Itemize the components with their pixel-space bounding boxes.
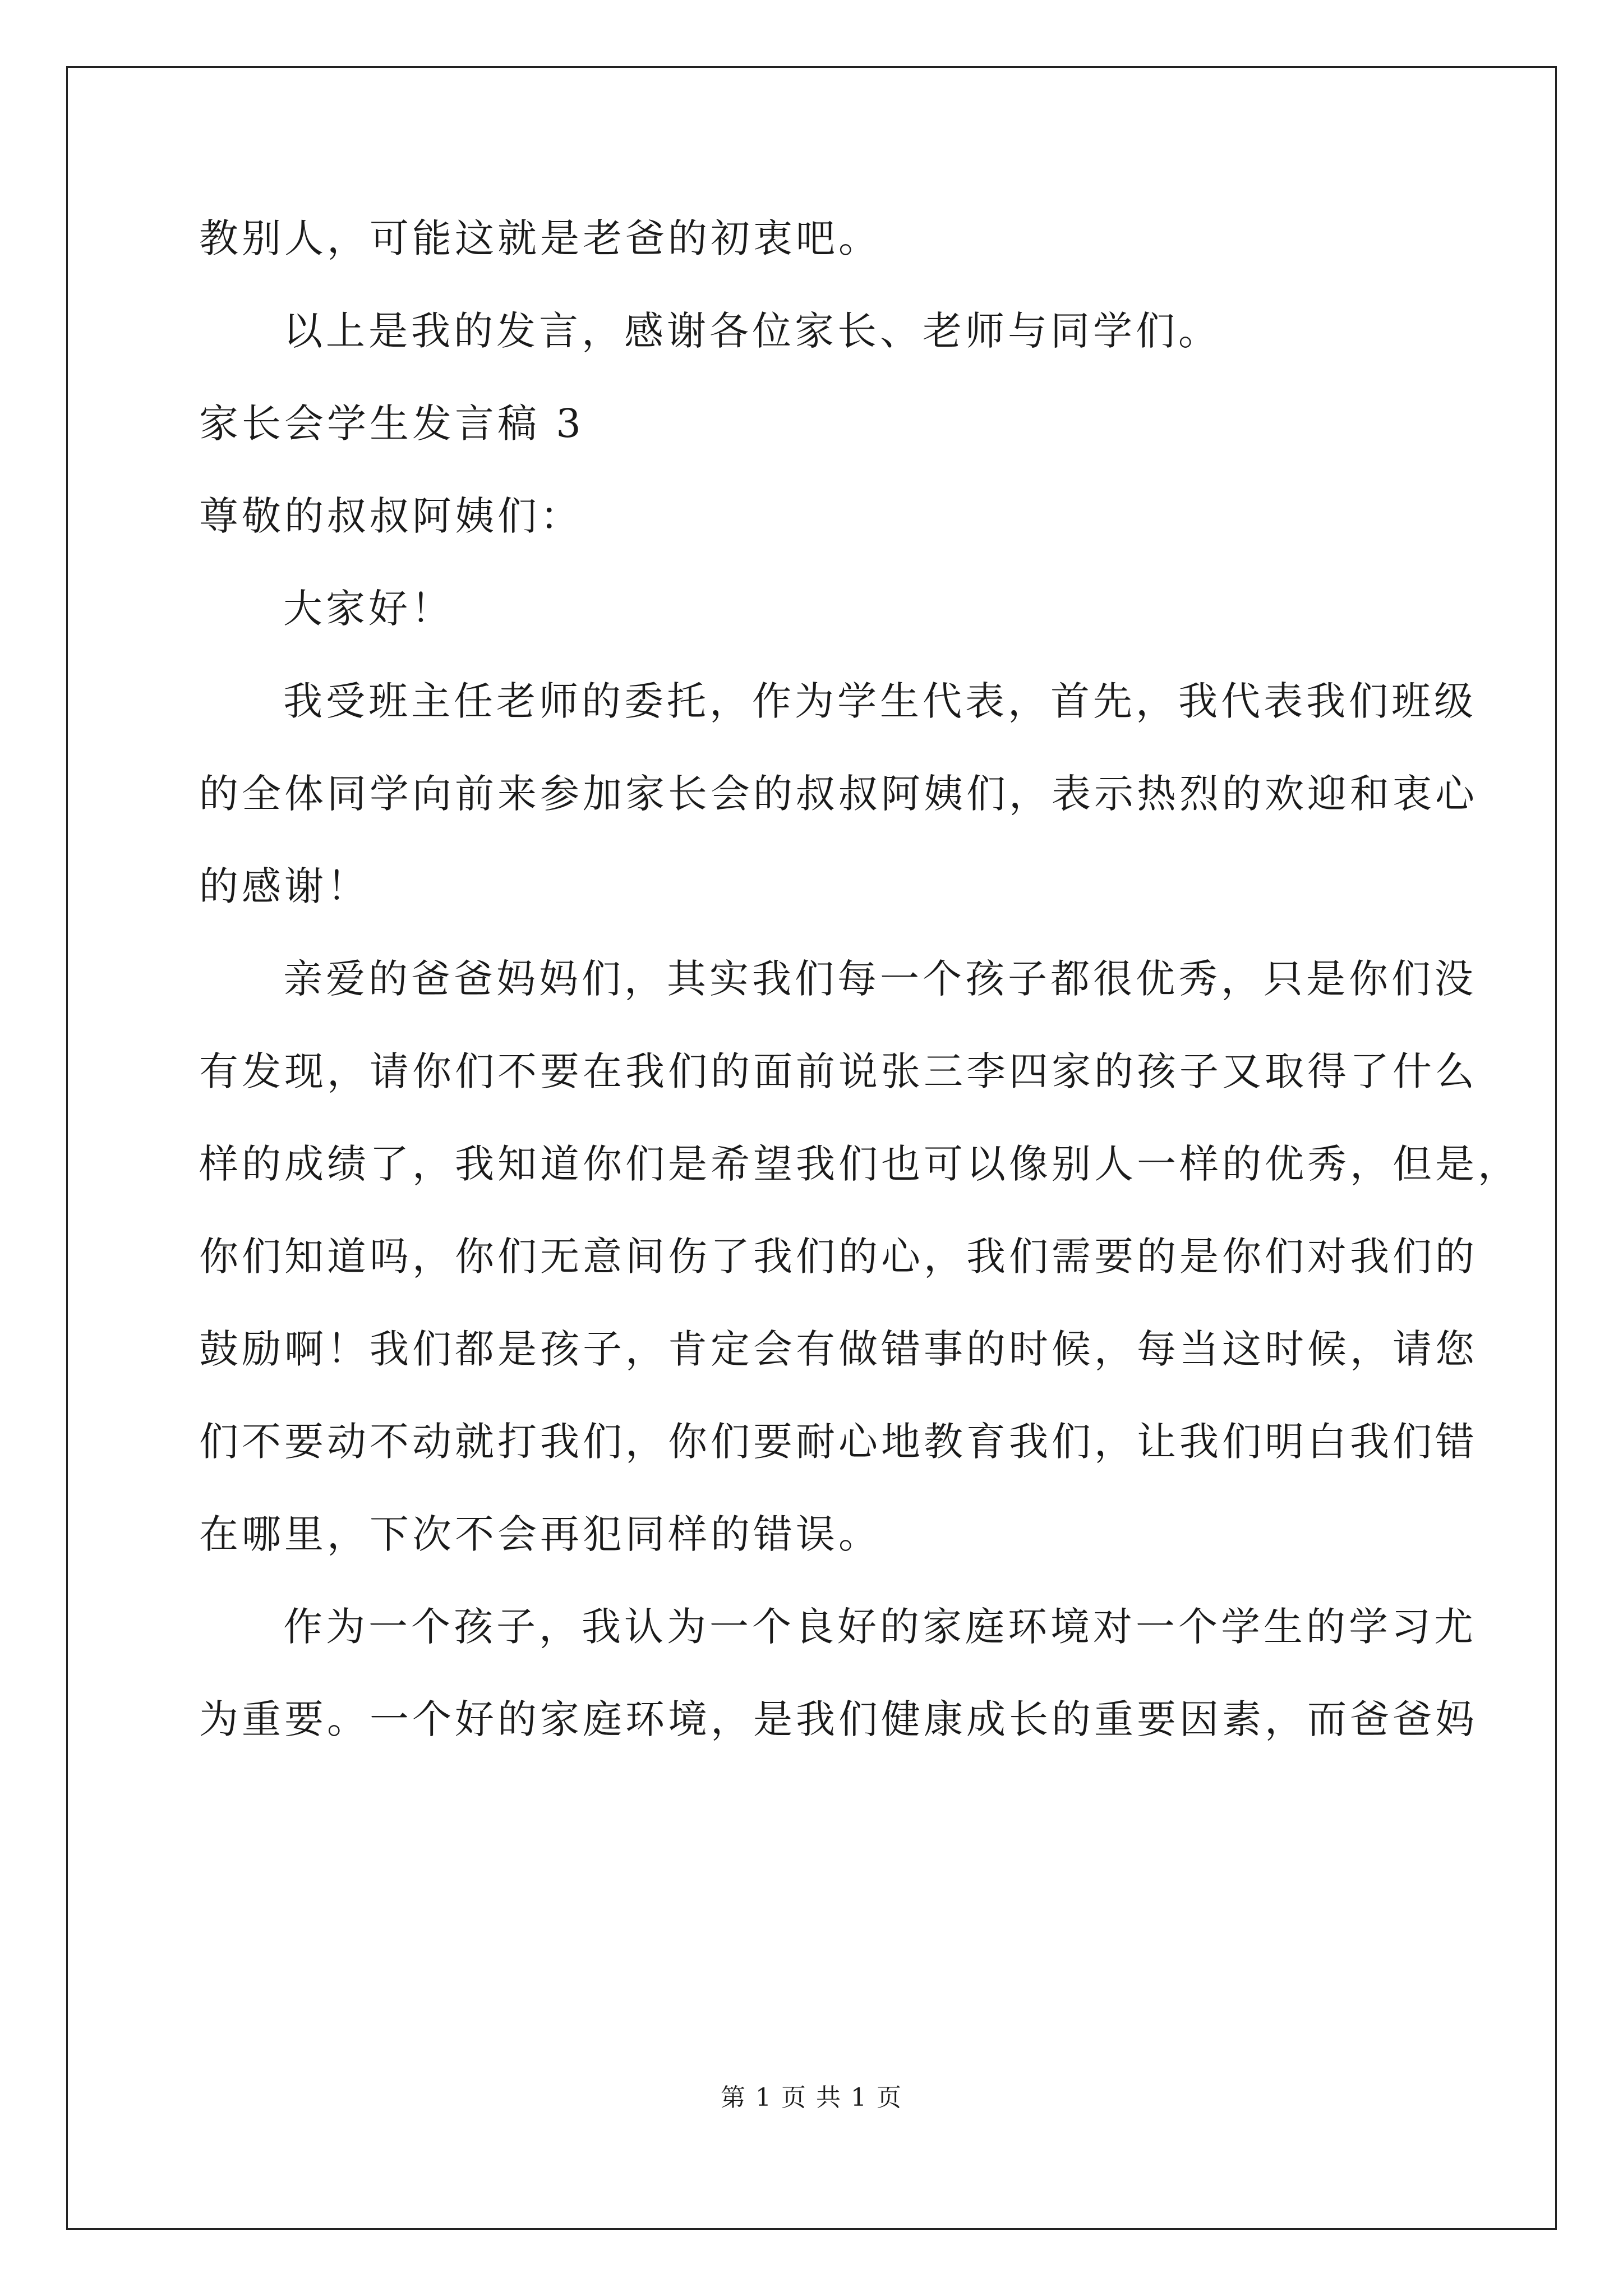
text-line: 鼓励啊！我们都是孩子，肯定会有做错事的时候，每当这时候，请您 — [199, 1326, 1478, 1372]
page-footer: 第 1 页 共 1 页 — [721, 2083, 902, 2112]
text-line: 你们知道吗，你们无意间伤了我们的心，我们需要的是你们对我们的 — [199, 1234, 1478, 1280]
text-line: 样的成绩了，我知道你们是希望我们也可以像别人一样的优秀，但是， — [199, 1141, 1520, 1187]
text-line: 以上是我的发言，感谢各位家长、老师与同学们。 — [283, 308, 1221, 354]
text-line: 教别人，可能这就是老爸的初衷吧。 — [199, 215, 881, 261]
text-line: 们不要动不动就打我们，你们要耐心地教育我们，让我们明白我们错 — [199, 1419, 1478, 1465]
text-line: 的感谢！ — [199, 863, 370, 909]
text-line: 有发现，请你们不要在我们的面前说张三李四家的孩子又取得了什么 — [199, 1048, 1478, 1094]
text-line: 作为一个孩子，我认为一个良好的家庭环境对一个学生的学习尤 — [283, 1604, 1477, 1650]
text-line: 为重要。一个好的家庭环境，是我们健康成长的重要因素，而爸爸妈 — [199, 1696, 1478, 1742]
greeting: 大家好！ — [283, 586, 454, 632]
salutation: 尊敬的叔叔阿姨们： — [199, 493, 583, 539]
text-line: 我受班主任老师的委托，作为学生代表，首先，我代表我们班级 — [283, 678, 1477, 724]
text-line: 亲爱的爸爸妈妈们，其实我们每一个孩子都很优秀，只是你们没 — [283, 956, 1477, 1002]
section-heading: 家长会学生发言稿 3 — [199, 401, 584, 447]
text-line: 的全体同学向前来参加家长会的叔叔阿姨们，表示热烈的欢迎和衷心 — [199, 771, 1478, 817]
text-line: 在哪里，下次不会再犯同样的错误。 — [199, 1511, 881, 1557]
